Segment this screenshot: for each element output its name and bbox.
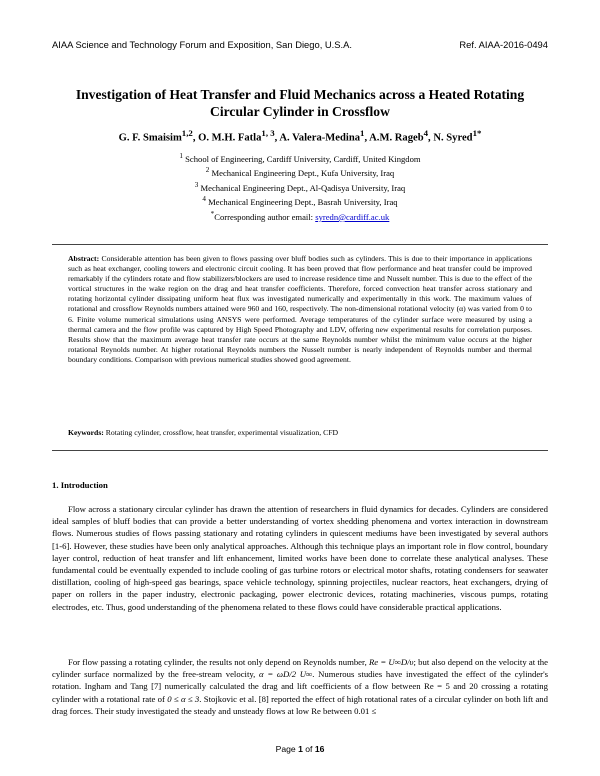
abstract: [68, 254, 532, 365]
author-affil-sup: 4: [423, 128, 429, 138]
affiliation-line: [40, 151, 560, 165]
page-total: 16: [314, 744, 325, 754]
paragraph-text: ; but also depend on the velocity at the cylinder surface normalized by the free-stream velocity,: [52, 657, 548, 680]
author-list: G. F. Smaisim$^{1,2}$, O. M.H. Fatla$^{1, 3}$, A. Valera-Medina$^1$, A.M. Rageb$^4$, N. Syred$^{1*}$: [118, 128, 482, 144]
abstract-text: Considerable attention has been given to flows passing over bluff bodies such as cylinders. This is due to their importance in applications such as heat exchanger, cooling towers and electronic circuit cooling. It has been proved that flow performance and heat transfer could be improved remarkably if the cylinders rotate and flow stabilizers/blockers are used to increase residence time and Nusselt number. This is due to the effect of the vortical structures in the wake region on the drag and heat transfer coefficients. Therefore, forced convection heat transfer across stationary and rotating horizontal cylinder dissipating uniform heat flux was investigated numerically and experimentally in this work. The maximum values of rotational and crossflow Reynolds numbers attained were 960 and 160, respectively. The non-dimensional rotational velocity (α) was varied from 0 to 6. Finite volume numerical simulations using ANSYS were performed. Average temperatures of the cylinder surface were measured by using a thermal camera and the flow profile was captured by High Speed Photography and LDV, offering new experimental results for correlation purposes. Results show that the maximum average heat transfer rate occurs at the same Reynolds number whilst the minimum value occurs at the higher rotational Reynolds number. At higher rotational Reynolds numbers the Nusselt number is nearly independent of Reynolds number and thermal boundary conditions. Comparison with previous numerical studies showed good agreement.: [68, 254, 532, 364]
author-name: A.M. Rageb: [369, 132, 424, 144]
author-affil-sup: 1,2: [181, 128, 193, 138]
affiliation-line: [40, 165, 560, 179]
affiliations: [40, 151, 560, 223]
paragraph-text: . Stojkovic et al. [8] reported the effect of high rotational rates of a circular cylinder on both lift and drag forces. Their study investigated the steady and unsteady flows at low Re between 0.01 ≤: [52, 693, 548, 716]
keywords: [68, 428, 532, 437]
math-expression: 0 ≤ α ≤ 3: [167, 693, 200, 704]
affiliation-text: School of Engineering, Cardiff University, Cardiff, United Kingdom: [185, 153, 421, 164]
page-label: Page: [275, 744, 299, 754]
running-header: [52, 39, 548, 50]
abstract-top-rule: [52, 244, 548, 245]
paragraph-text: . Numerous studies have investigated the effect of the cylinder's rotation. Ingham and Tang [7] numerically calculated the drag and lift coefficients of a flow between Re = 5 and 20 crossing a rotating cylinder with a rotational rate of: [52, 669, 549, 704]
header-conference: AIAA Science and Technology Forum and Exposition, San Diego, U.S.A.: [52, 39, 352, 50]
corresponding-author-line: [40, 209, 560, 223]
body-paragraph: [52, 656, 548, 717]
affiliation-text: Mechanical Engineering Dept., Al-Qadisya University, Iraq: [200, 182, 406, 193]
keywords-label: Keywords:: [68, 428, 104, 437]
author-affil-sup: 1*: [472, 128, 482, 138]
page-of-label: of: [302, 744, 315, 754]
affiliation-sup: 4: [202, 195, 206, 204]
corresponding-email-link[interactable]: syredn@cardiff.ac.uk: [315, 211, 390, 222]
affiliation-line: [40, 180, 560, 194]
keywords-text: Rotating cylinder, crossflow, heat transfer, experimental visualization, CFD: [103, 428, 339, 437]
math-expression: Re = U∞D/υ: [368, 657, 414, 667]
author-name: N. Syred: [433, 132, 473, 144]
author-affil-sup: 1, 3: [261, 128, 275, 138]
page-footer: [0, 744, 600, 754]
header-reference: Ref. AIAA-2016-0494: [459, 39, 548, 50]
affiliation-sup: 2: [205, 166, 210, 175]
affiliation-sup: 1: [179, 152, 183, 160]
affiliation-line: [40, 194, 560, 208]
author-name: O. M.H. Fatla: [198, 132, 262, 144]
corresponding-label: Corresponding author email:: [214, 211, 316, 222]
body-paragraph: Flow across a stationary circular cylinder has drawn the attention of researchers in fluid dynamics for decades. Cylinders are considered ideal samples of bluff bodies that can provide a better understanding of vortex shedding phenomena and vortex interaction in downstream flows. Numerous studies of flows passing stationary and rotating cylinders in quiescent mediums have been investigated by several authors [1-6]. However, these studies have been only analytical approaches. Although this technique plays an important role in flow control, boundary layer control, reduction of heat transfer and lift enhancement, limited works have been done to correlate these analytical analyses. These fundamental could be eventually expended to include cooling of gas turbine rotors or electrical motor shafts, rotating condensers for seawater distillation, cooling of high-speed gas bearings, space vehicle technology, spinning projectiles, nuclear reactors, heat exchangers, drying of paper on rollers in the paper industry, electronic packaging, power electronic devices, rotating machineries, viscous pumps, rotating electrodes, etc. Thus, good understanding of the phenomena related to these flows could have considerable practical applications.: [52, 504, 548, 612]
abstract-label: Abstract:: [68, 254, 100, 263]
page-number: 1: [298, 744, 303, 754]
author-affil-sup: 1: [360, 128, 365, 138]
math-expression: α = ωD/2 U∞: [259, 669, 313, 680]
corresponding-sup: *: [210, 209, 215, 218]
abstract-bottom-rule: [52, 450, 548, 451]
author-name: G. F. Smaisim: [118, 132, 182, 144]
author-name: A. Valera-Medina: [279, 132, 361, 144]
affiliation-text: Mechanical Engineering Dept., Basrah University, Iraq: [208, 197, 398, 208]
paragraph-text: For flow passing a rotating cylinder, the results not only depend on Reynolds number,: [68, 657, 369, 667]
paper-title: Investigation of Heat Transfer and Fluid Mechanics across a Heated Rotating Circular Cylinder in Crossflow: [75, 87, 525, 119]
affiliation-text: Mechanical Engineering Dept., Kufa University, Iraq: [211, 168, 395, 179]
section-heading: 1. Introduction: [52, 480, 108, 490]
affiliation-sup: 3: [194, 180, 199, 189]
